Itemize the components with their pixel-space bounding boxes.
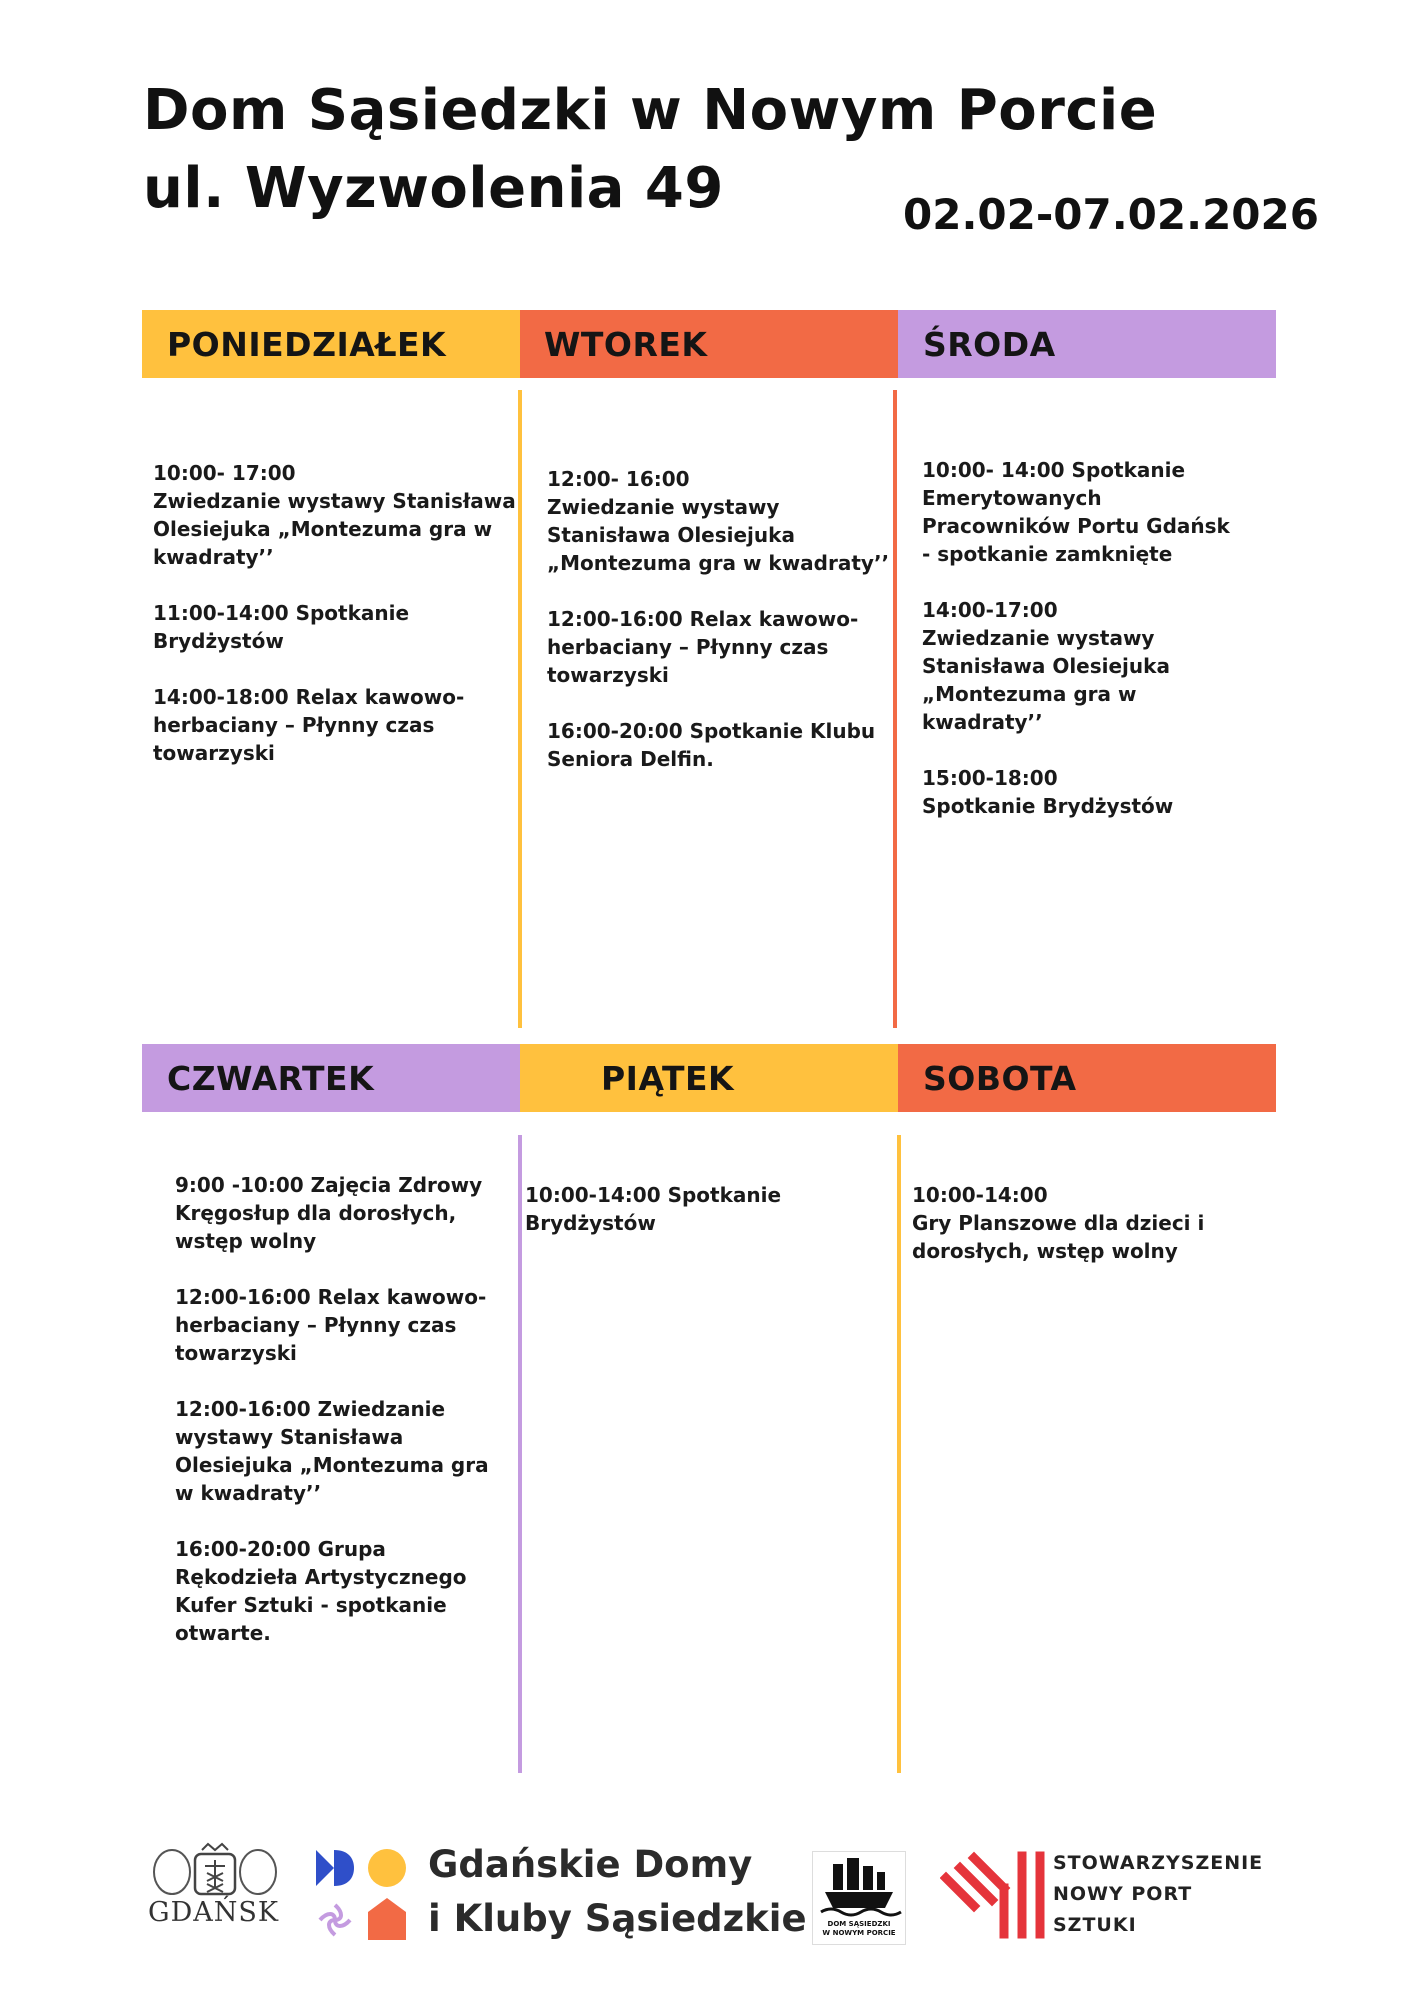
events-tuesday [547,465,892,773]
stowarzyszenie-label [1053,1848,1263,1941]
event-item: 16:00-20:00 Grupa Rękodzieła Artystycznego Kufer Sztuki - spotkanie otwarte. [175,1537,467,1645]
day-header-friday [520,1044,898,1112]
dom-logo-line-1: DOM SĄSIEDZKI [827,1920,891,1928]
sns-line-3: SZTUKI [1053,1914,1137,1936]
sns-line-1: STOWARZYSZENIE [1053,1852,1264,1874]
title-line-1: Dom Sąsiedzki w Nowym Porcie [143,78,1158,143]
day-name-thursday: CZWARTEK [167,1058,375,1098]
nowy-port-sztuki-logo-icon [940,1848,1046,1940]
date-range: 02.02-07.02.2026 [903,190,1319,239]
event-item: 12:00-16:00 Relax kawowo-herbaciany – Płynny czas towarzyski [175,1285,487,1365]
events-monday [153,459,518,767]
day-name-saturday: SOBOTA [923,1058,1077,1098]
gdanskie-domy-label [428,1838,807,1946]
event-item: 12:00- 16:00 Zwiedzanie wystawy Stanisława Olesiejuka „Montezuma gra w kwadraty’’ [547,467,890,575]
event-item: 10:00- 17:00 Zwiedzanie wystawy Stanisława Olesiejuka „Montezuma gra w kwadraty’’ [153,461,516,569]
day-name-tuesday: WTOREK [544,324,708,364]
gdansk-label: GDAŃSK [148,1897,280,1928]
day-name-monday: PONIEDZIAŁEK [167,324,447,364]
event-item: 9:00 -10:00 Zajęcia Zdrowy Kręgosłup dla dorosłych, wstęp wolny [175,1173,483,1253]
event-item: 12:00-16:00 Zwiedzanie wystawy Stanisława Olesiejuka „Montezuma gra w kwadraty’’ [175,1397,489,1505]
event-item: 15:00-18:00 Spotkanie Brydżystów [922,766,1174,818]
event-item: 10:00-14:00 Gry Planszowe dla dzieci i dorosłych, wstęp wolny [912,1183,1205,1263]
day-name-friday: PIĄTEK [601,1058,735,1098]
column-divider [518,390,522,1028]
title-line-2: ul. Wyzwolenia 49 [143,156,724,221]
event-item: 14:00-18:00 Relax kawowo-herbaciany – Płynny czas towarzyski [153,685,465,765]
day-header-wednesday [898,310,1276,378]
gdansk-coat-of-arms-icon [150,1842,280,1900]
gdk-line-1: Gdańskie Domy [428,1843,753,1886]
gdk-line-2: i Kluby Sąsiedzkie [428,1897,807,1940]
column-divider [518,1135,522,1773]
event-item: 12:00-16:00 Relax kawowo-herbaciany – Płynny czas towarzyski [547,607,859,687]
column-divider [893,390,897,1028]
dom-sasiedzki-logo [812,1851,906,1945]
day-header-thursday [142,1044,520,1112]
dom-logo-line-2: W NOWYM PORCIE [822,1929,896,1937]
events-friday [525,1181,825,1237]
events-saturday [912,1181,1232,1265]
day-header-tuesday [520,310,898,378]
event-item: 10:00- 14:00 Spotkanie Emerytowanych Pracowników Portu Gdańsk - spotkanie zamknięte [922,458,1230,566]
event-item: 16:00-20:00 Spotkanie Klubu Seniora Delfin. [547,719,876,771]
column-divider [897,1135,901,1773]
day-header-saturday [898,1044,1276,1112]
day-name-wednesday: ŚRODA [923,324,1056,364]
event-item: 10:00-14:00 Spotkanie Brydżystów [525,1183,782,1235]
events-wednesday [922,456,1242,820]
ship-logo-icon [813,1852,905,1920]
sns-line-2: NOWY PORT [1053,1883,1193,1905]
event-item: 11:00-14:00 Spotkanie Brydżystów [153,601,410,653]
event-item: 14:00-17:00 Zwiedzanie wystawy Stanisława Olesiejuka „Montezuma gra w kwadraty’’ [922,598,1170,734]
events-thursday [175,1171,495,1647]
day-header-monday [142,310,520,378]
gdanskie-domy-logo-icon [314,1846,410,1942]
